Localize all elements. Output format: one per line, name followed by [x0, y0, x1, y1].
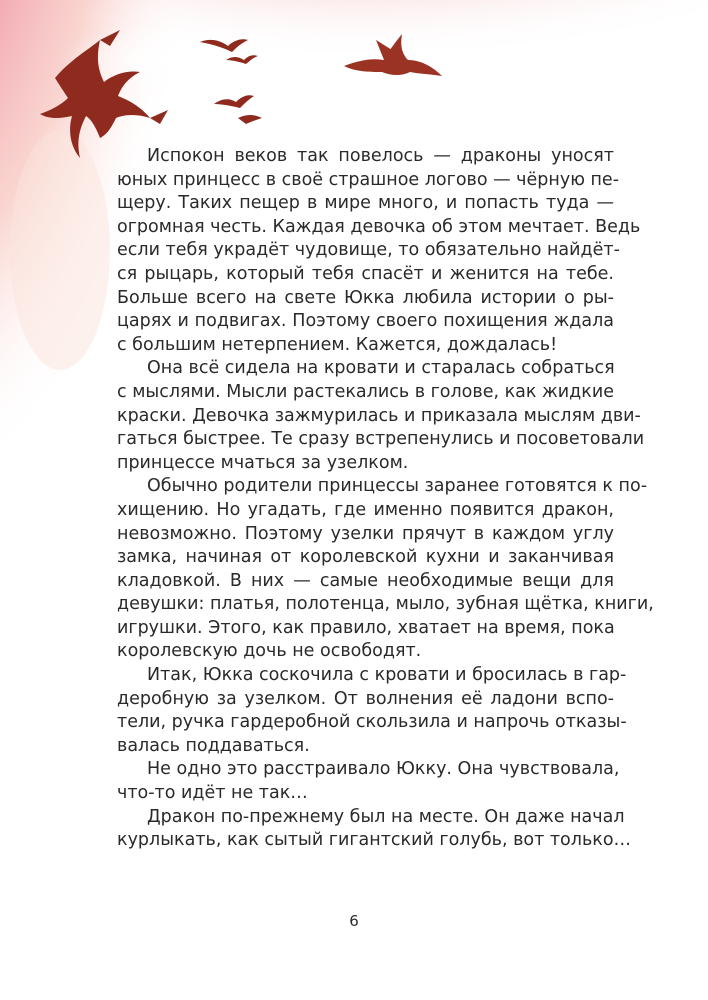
text-line: ся рыцарь, который тебя спасёт и женится на тебе.	[117, 263, 614, 284]
text-line: с мыслями. Мысли растекались в голове, как жидкие	[117, 381, 614, 402]
text-line: Итак, Юкка соскочила с кровати и бросилась в гар-	[147, 665, 627, 686]
text-line: краски. Девочка зажмурилась и приказала мыслям дви-	[117, 405, 641, 426]
text-line: хищению. Но угадать, где именно появится дракон,	[117, 499, 614, 520]
text-line: если тебя украдёт чудовище, то обязательно найдёт-	[117, 240, 620, 261]
text-line: королевскую дочь не освободят.	[117, 641, 422, 662]
text-line: Не одно это расстраивало Юкку. Она чувствовала,	[147, 759, 620, 780]
text-line: принцессе мчаться за узелком.	[117, 452, 409, 473]
story-text	[117, 145, 654, 853]
text-line: с большим нетерпением. Кажется, дождалась!	[117, 334, 558, 355]
text-line: огромная честь. Каждая девочка об этом мечтает. Ведь	[117, 216, 641, 237]
text-line: щеру. Таких пещер в мире много, и попасть туда —	[117, 193, 614, 214]
text-line: юных принцесс в своё страшное логово — чёрную пе-	[117, 169, 620, 190]
text-line: Больше всего на свете Юкка любила истории о ры-	[117, 287, 614, 308]
text-line: девушки: платья, полотенца, мыло, зубная щётка, книги,	[117, 594, 654, 615]
text-line: курлыкать, как сытый гигантский голубь, вот только…	[117, 830, 632, 851]
text-line: замка, начиная от королевской кухни и заканчивая	[117, 547, 614, 568]
text-line: царях и подвигах. Поэтому своего похищения ждала	[117, 311, 614, 332]
text-line: тели, ручка гардеробной скользила и напрочь отказы-	[117, 712, 627, 733]
text-line: игрушки. Этого, как правило, хватает на время, пока	[117, 617, 615, 638]
text-line: что-то идёт не так…	[117, 783, 308, 804]
text-line: гаться быстрее. Те сразу встрепенулись и посоветовали	[117, 429, 645, 450]
text-line: Обычно родители принцессы заранее готовятся к по-	[147, 476, 648, 497]
page-number: 6	[349, 912, 359, 930]
text-line: деробную за узелком. От волнения её ладони вспо-	[117, 688, 614, 709]
text-line: Она всё сидела на кровати и старалась собраться	[147, 358, 615, 379]
text-line: невозможно. Поэтому узелки прячут в каждом углу	[117, 523, 614, 544]
text-line: валась поддаваться.	[117, 735, 310, 756]
text-line: Дракон по-прежнему был на месте. Он даже начал	[147, 806, 625, 827]
text-line: Испокон веков так повелось — драконы уносят	[147, 146, 614, 166]
text-line: кладовкой. В них — самые необходимые вещи для	[117, 570, 614, 591]
